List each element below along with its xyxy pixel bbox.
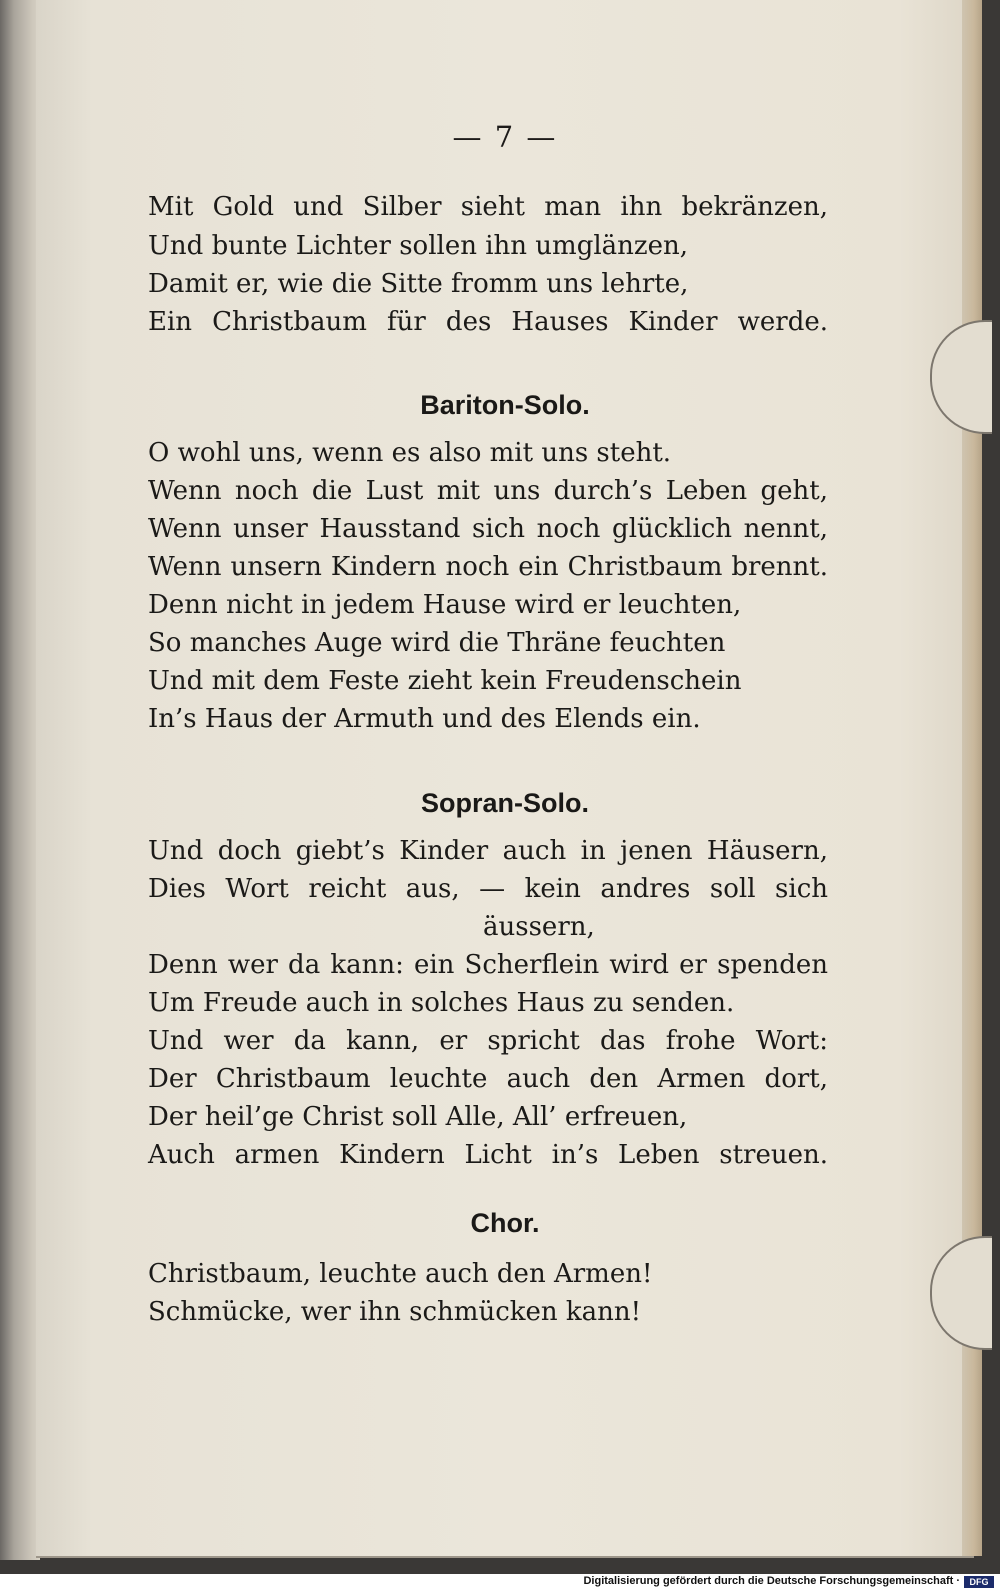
section-heading-bariton: Bariton-Solo.: [420, 390, 590, 420]
verse-line: Schmücke, wer ihn schmücken kann!: [148, 1297, 642, 1327]
verse-line: Dies Wort reicht aus, — kein andres soll sich: [148, 874, 828, 904]
verse-line-continuation: äussern,: [483, 912, 595, 942]
verse-line: Und wer da kann, er spricht das frohe Wort:: [148, 1026, 828, 1056]
digitization-credit: Digitalisierung gefördert durch die Deutsche Forschungsgemeinschaft ·: [583, 1575, 960, 1587]
verse-line: Wenn unsern Kindern noch ein Christbaum brennt.: [148, 552, 828, 582]
verse-line: So manches Auge wird die Thräne feuchten: [148, 628, 726, 658]
verse-line: Denn wer da kann: ein Scherflein wird er spenden: [148, 950, 828, 980]
verse-line: Und mit dem Feste zieht kein Freudenschein: [148, 666, 742, 696]
verse-line: Der Christbaum leuchte auch den Armen dort,: [148, 1064, 828, 1094]
verse-line: Wenn noch die Lust mit uns durch’s Leben geht,: [148, 476, 828, 506]
verse-line: Christbaum, leuchte auch den Armen!: [148, 1259, 653, 1289]
verse-line: Mit Gold und Silber sieht man ihn bekränzen,: [148, 192, 828, 222]
verse-line: Und doch giebt’s Kinder auch in jenen Häusern,: [148, 836, 828, 866]
verse-line: In’s Haus der Armuth und des Elends ein.: [148, 704, 701, 734]
verse-line: Damit er, wie die Sitte fromm uns lehrte,: [148, 269, 689, 299]
verse-line: Der heil’ge Christ soll Alle, All’ erfreuen,: [148, 1102, 688, 1132]
page-number: — 7 —: [452, 120, 558, 154]
book-page: [36, 0, 974, 1558]
verse-line: Wenn unser Hausstand sich noch glücklich nennt,: [148, 514, 828, 544]
verse-line: Denn nicht in jedem Hause wird er leuchten,: [148, 590, 742, 620]
section-heading-chor: Chor.: [470, 1208, 540, 1238]
verse-line: Ein Christbaum für des Hauses Kinder werde.: [148, 307, 828, 337]
dfg-logo-icon: DFG: [964, 1576, 994, 1588]
verse-line: Um Freude auch in solches Haus zu senden.: [148, 988, 735, 1018]
book-spine-edge: [0, 0, 40, 1560]
verse-line: Auch armen Kindern Licht in’s Leben streuen.: [148, 1140, 828, 1170]
verse-line: Und bunte Lichter sollen ihn umglänzen,: [148, 231, 689, 261]
verse-line: O wohl uns, wenn es also mit uns steht.: [148, 438, 672, 468]
section-heading-sopran: Sopran-Solo.: [421, 788, 589, 818]
